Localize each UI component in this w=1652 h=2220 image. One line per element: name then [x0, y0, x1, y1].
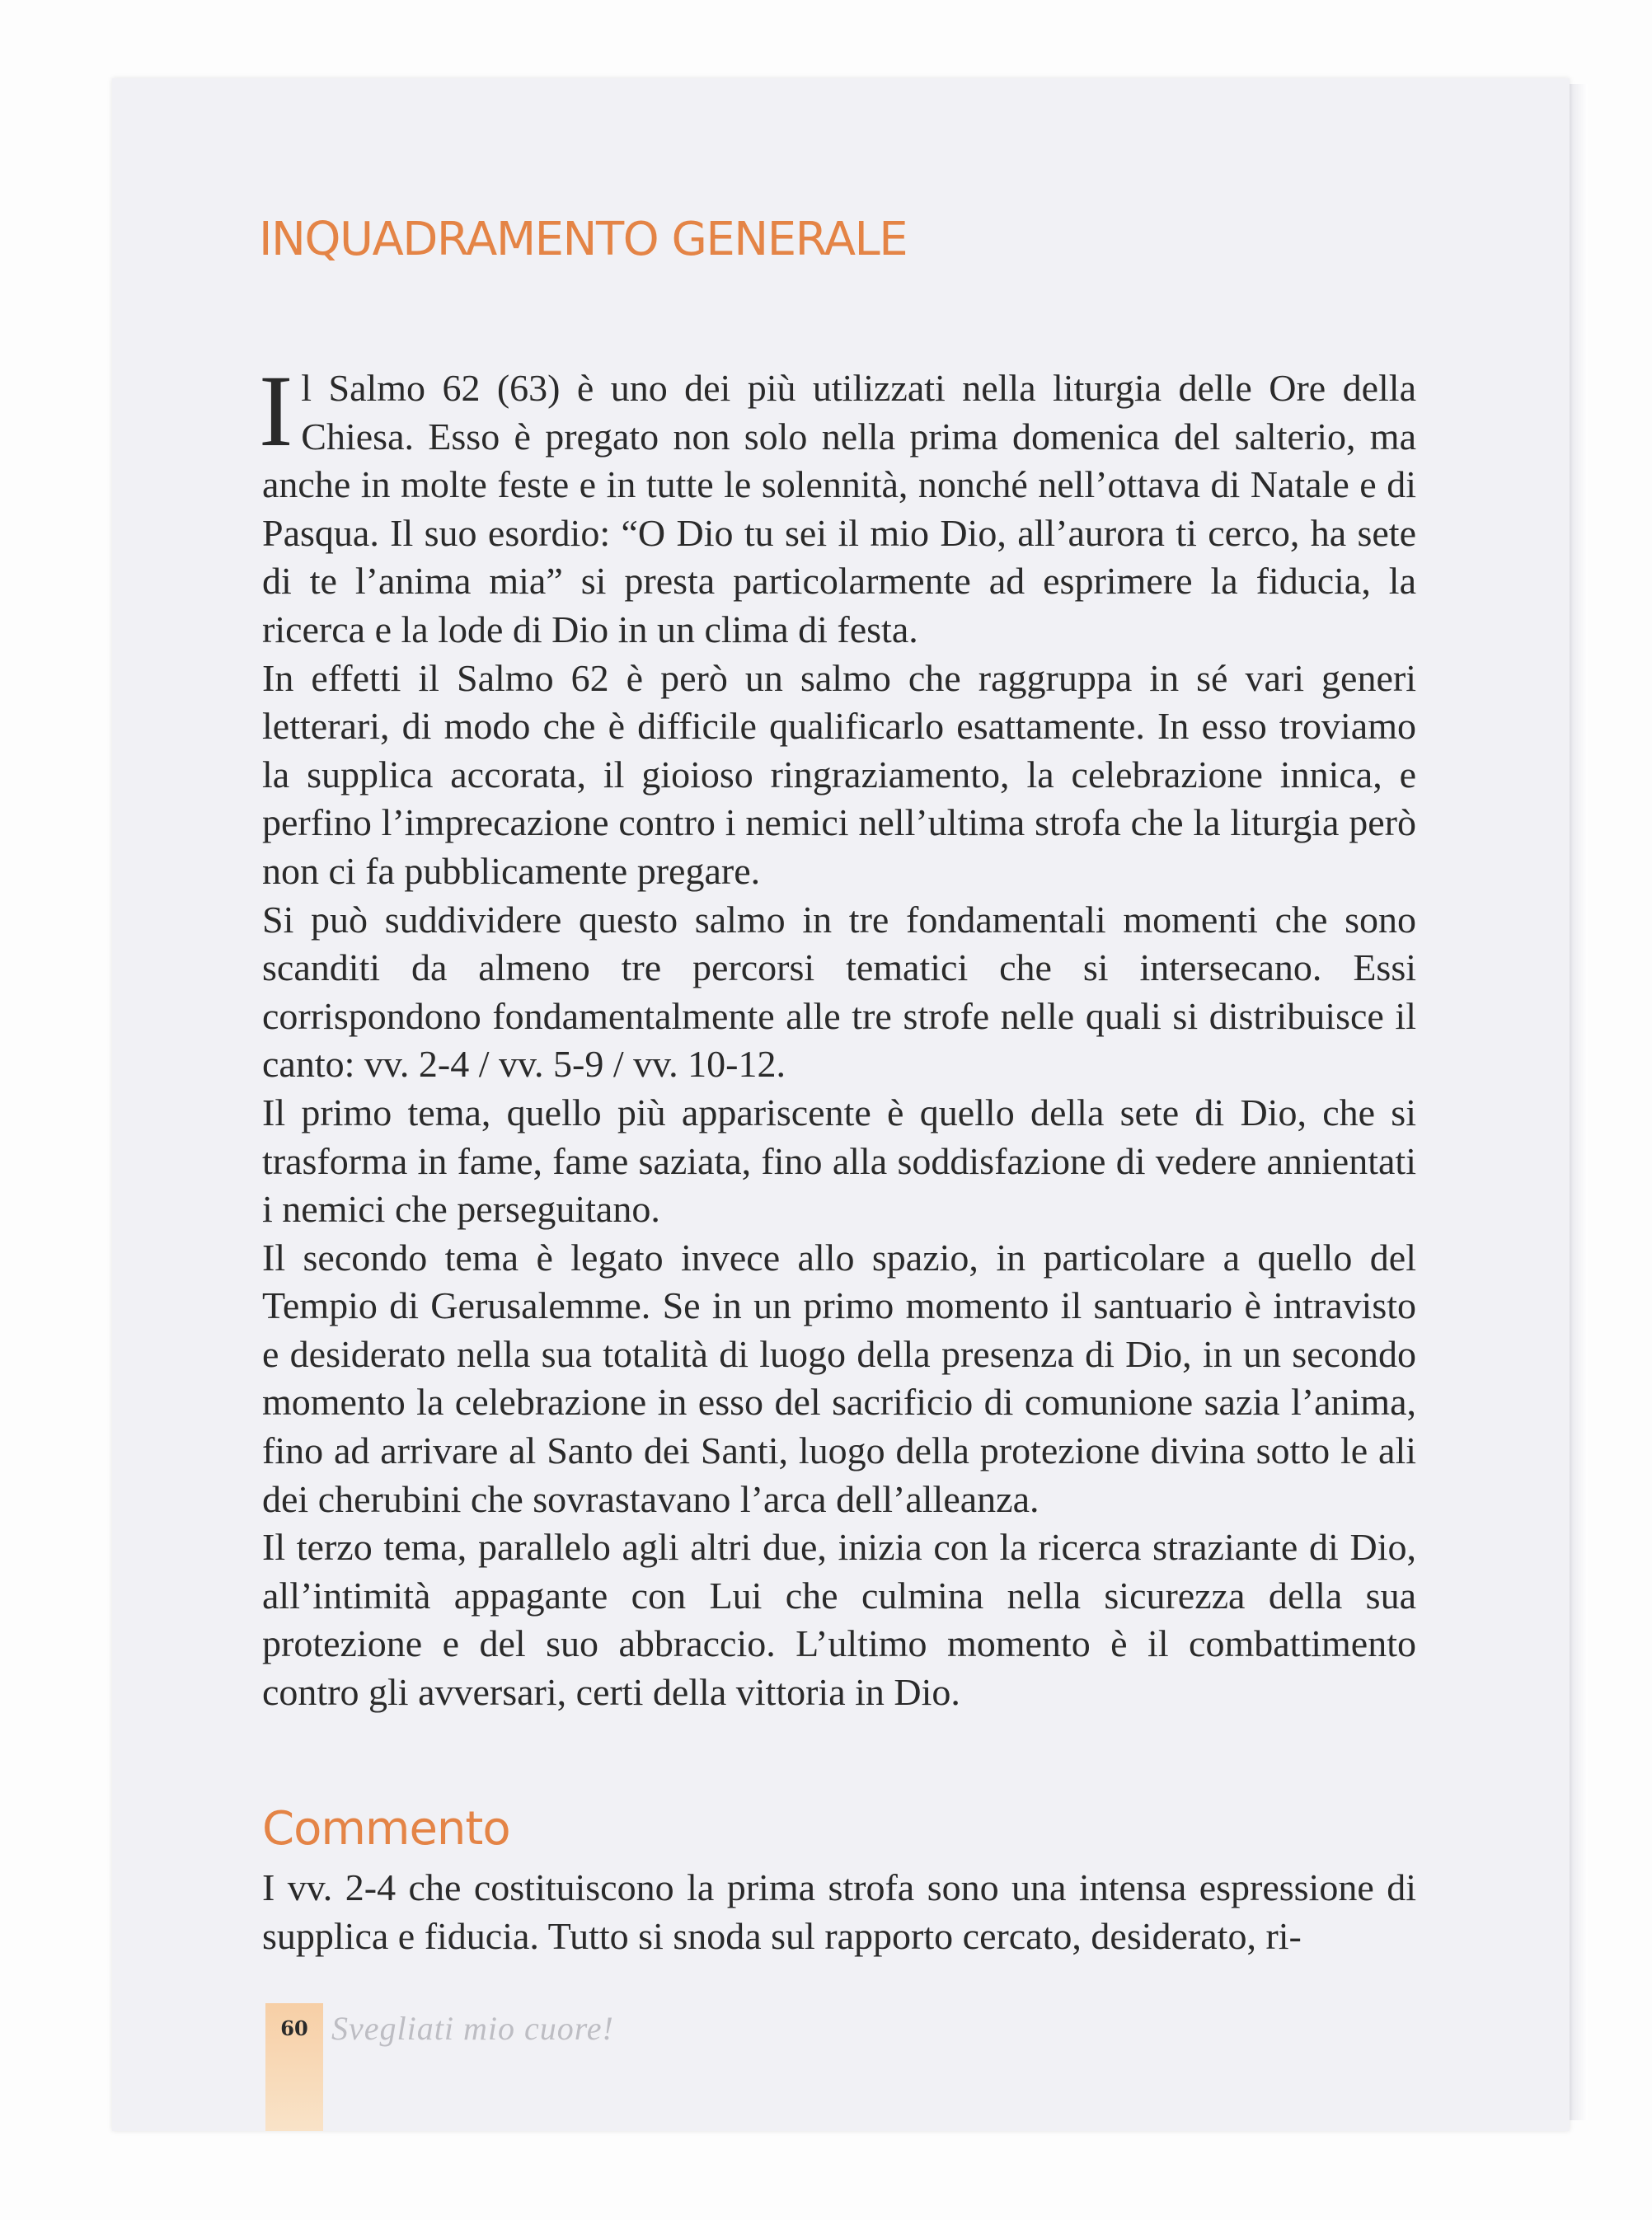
section-heading: INQUADRAMENTO GENERALE	[259, 213, 908, 266]
commento-heading: Commento	[262, 1802, 510, 1856]
page-number: 60	[280, 2016, 308, 2040]
next-page-edge	[1570, 84, 1588, 2120]
section-body	[259, 354, 1416, 1717]
paragraph: Il terzo tema, parallelo agli altri due, inizia con la ricerca straziante di Dio, all’intimità appagante con Lui che culmina nella sicurezza della sua protezione e del suo abbraccio. L’ultimo momento è il combattimento contro gli avversari, certi della vittoria in Dio.	[262, 1526, 1416, 1714]
paragraph: Il secondo tema è legato invece allo spazio, in particolare a quello del Tempio di Gerusalemme. Se in un primo momento il santuario è intravisto e desiderato nella sua totalità di luogo della presenza di Dio, in un secondo momento la celebrazione in esso del sacrificio di comunione sazia l’anima, fino ad arrivare al Santo dei Santi, luogo della protezione divina sotto le ali dei cherubini che sovrastavano l’arca dell’alleanza.	[262, 1236, 1416, 1520]
intro-paragraph	[259, 354, 1416, 655]
paragraph: Il primo tema, quello più appariscente è quello della sete di Dio, che si trasforma in fame, fame saziata, fino alla soddisfazione di vedere annientati i nemici che perseguitano.	[262, 1091, 1416, 1231]
commento-body	[262, 1864, 1416, 1960]
running-footer-title: Svegliati mio cuore!	[331, 2010, 614, 2047]
intro-text: l Salmo 62 (63) è uno dei più utilizzati nella liturgia delle Ore della Chiesa. Esso è pregato non solo nella prima domenica del salterio, ma anche in molte feste e in tutte le solennità, nonché nell’ottava di Natale e di Pasqua. Il suo esordio: “O Dio tu sei il mio Dio, all’aurora ti cerco, ha sete di te l’anima mia” si presta particolarmente ad esprimere la fiducia, la ricerca e la lode di Dio in un clima di festa.	[262, 367, 1416, 650]
drop-cap: I	[259, 354, 293, 467]
paragraph: In effetti il Salmo 62 è però un salmo che raggruppa in sé vari generi letterari, di modo che è difficile qualificarlo esattamente. In esso troviamo la supplica accorata, il gioioso ringraziamento, la celebrazione innica, e perfino l’imprecazione contro i nemici nell’ultima strofa che la liturgia però non ci fa pubblicamente pregare.	[262, 656, 1416, 892]
paragraph: Si può suddividere questo salmo in tre fondamentali momenti che sono scanditi da almeno tre percorsi tematici che si intersecano. Essi corrispondono fondamentalmente alle tre strofe nelle quali si distribuisce il canto: vv. 2-4 / vv. 5-9 / vv. 10-12.	[262, 898, 1416, 1086]
commento-paragraph: I vv. 2-4 che costituiscono la prima strofa sono una intensa espressione di supplica e fiducia. Tutto si snoda sul rapporto cercato, desiderato, ri-	[262, 1866, 1416, 1957]
